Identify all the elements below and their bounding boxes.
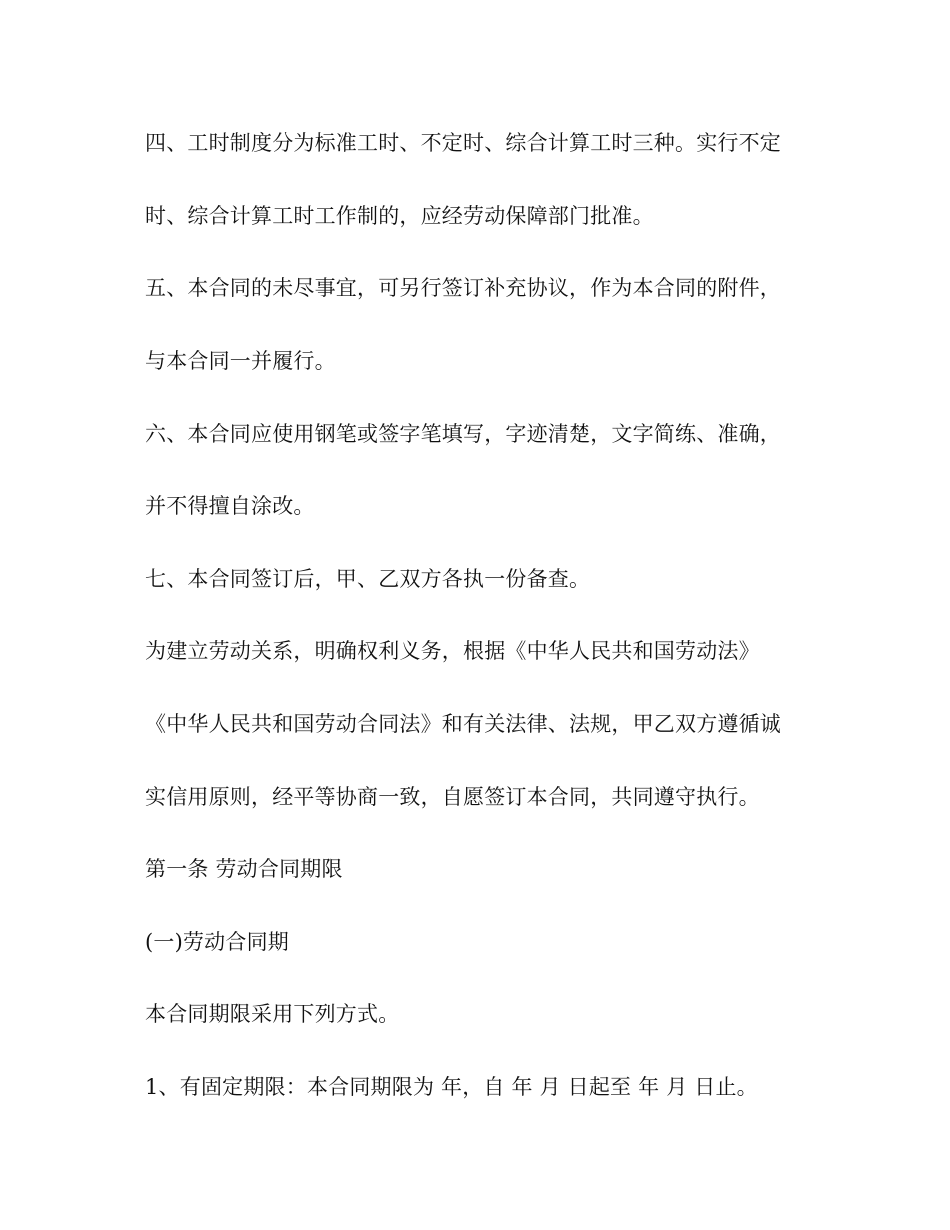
text-line: 七、本合同签订后，甲、乙双方各执一份备查。 [145, 567, 591, 591]
text-line: 五、本合同的未尽事宜，可另行签订补充协议，作为本合同的附件， [145, 276, 781, 300]
text-line: 时、综合计算工时工作制的，应经劳动保障部门批准。 [145, 204, 654, 228]
text-line: 1、有固定期限：本合同期限为 年，自 年 月 日起至 年 月 日止。 [145, 1075, 758, 1099]
text-line: 为建立劳动关系，明确权利义务，根据《中华人民共和国劳动法》 [145, 639, 760, 663]
text-line: 并不得擅自涂改。 [145, 494, 315, 518]
subsection-heading: (一)劳动合同期 [145, 930, 289, 954]
text-line: 《中华人民共和国劳动合同法》和有关法律、法规，甲乙双方遵循诚 [145, 712, 781, 736]
text-line: 四、工时制度分为标准工时、不定时、综合计算工时三种。实行不定 [145, 131, 781, 155]
text-line: 本合同期限采用下列方式。 [145, 1002, 400, 1026]
section-heading: 第一条 劳动合同期限 [145, 857, 343, 881]
text-line: 六、本合同应使用钢笔或签字笔填写，字迹清楚，文字简练、准确， [145, 422, 781, 446]
text-line: 实信用原则，经平等协商一致，自愿签订本合同，共同遵守执行。 [145, 785, 760, 809]
text-line: 与本合同一并履行。 [145, 349, 336, 373]
